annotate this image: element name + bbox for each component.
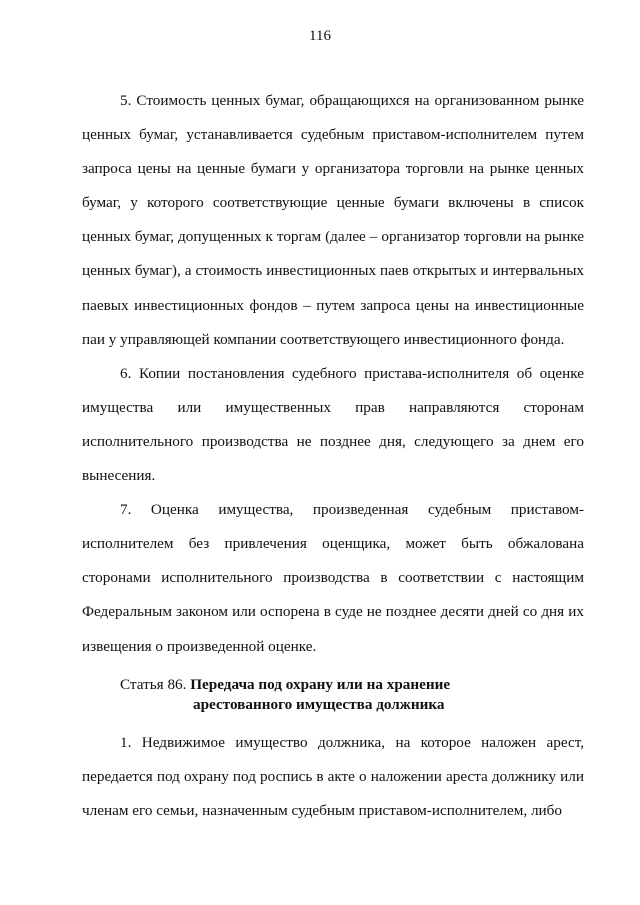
article-body bbox=[82, 726, 584, 828]
article-paragraph-1: 1. Недвижимое имущество должника, на которое наложен арест, передается под охрану под роспись в акте о наложении ареста должнику или членам его семьи, назначенным судебным приставом-исполнителем, либо bbox=[82, 734, 584, 820]
paragraph-5: 5. Стоимость ценных бумаг, обращающихся на организованном рынке ценных бумаг, устанавливается судебным приставом-исполнителем путем запроса цены на ценные бумаги у организатора торговли на рынке ценных бумаг, у которого соответствующие ценные бумаги включены в список ценных бумаг, допущенных к торгам (далее – организатор торговли на рынке ценных бумаг), а стоимость инвестиционных паев открытых и интервальных паевых инвестиционных фондов – путем запроса цены на инвестиционные паи у управляющей компании соответствующего инвестиционного фонда. bbox=[82, 92, 584, 348]
paragraph-6: 6. Копии постановления судебного пристава-исполнителя об оценке имущества или имущественных прав направляются сторонам исполнительного производства не позднее дня, следующего за днем его вынесения. bbox=[82, 364, 584, 485]
page-number: 116 bbox=[309, 28, 331, 44]
article-title-line2: арестованного имущества должника bbox=[193, 696, 445, 713]
article-title-line1: Передача под охрану или на хранение bbox=[190, 676, 451, 693]
article-label: Статья 86. bbox=[120, 676, 187, 693]
article-heading bbox=[82, 675, 584, 715]
section-body bbox=[82, 84, 584, 664]
paragraph-7: 7. Оценка имущества, произведенная судебным приставом-исполнителем без привлечения оценщика, может быть обжалована сторонами исполнительного производства в соответствии с настоящим Федеральным законом или оспорена в суде не позднее десяти дней со дня их извещения о произведенной оценке. bbox=[82, 501, 584, 655]
